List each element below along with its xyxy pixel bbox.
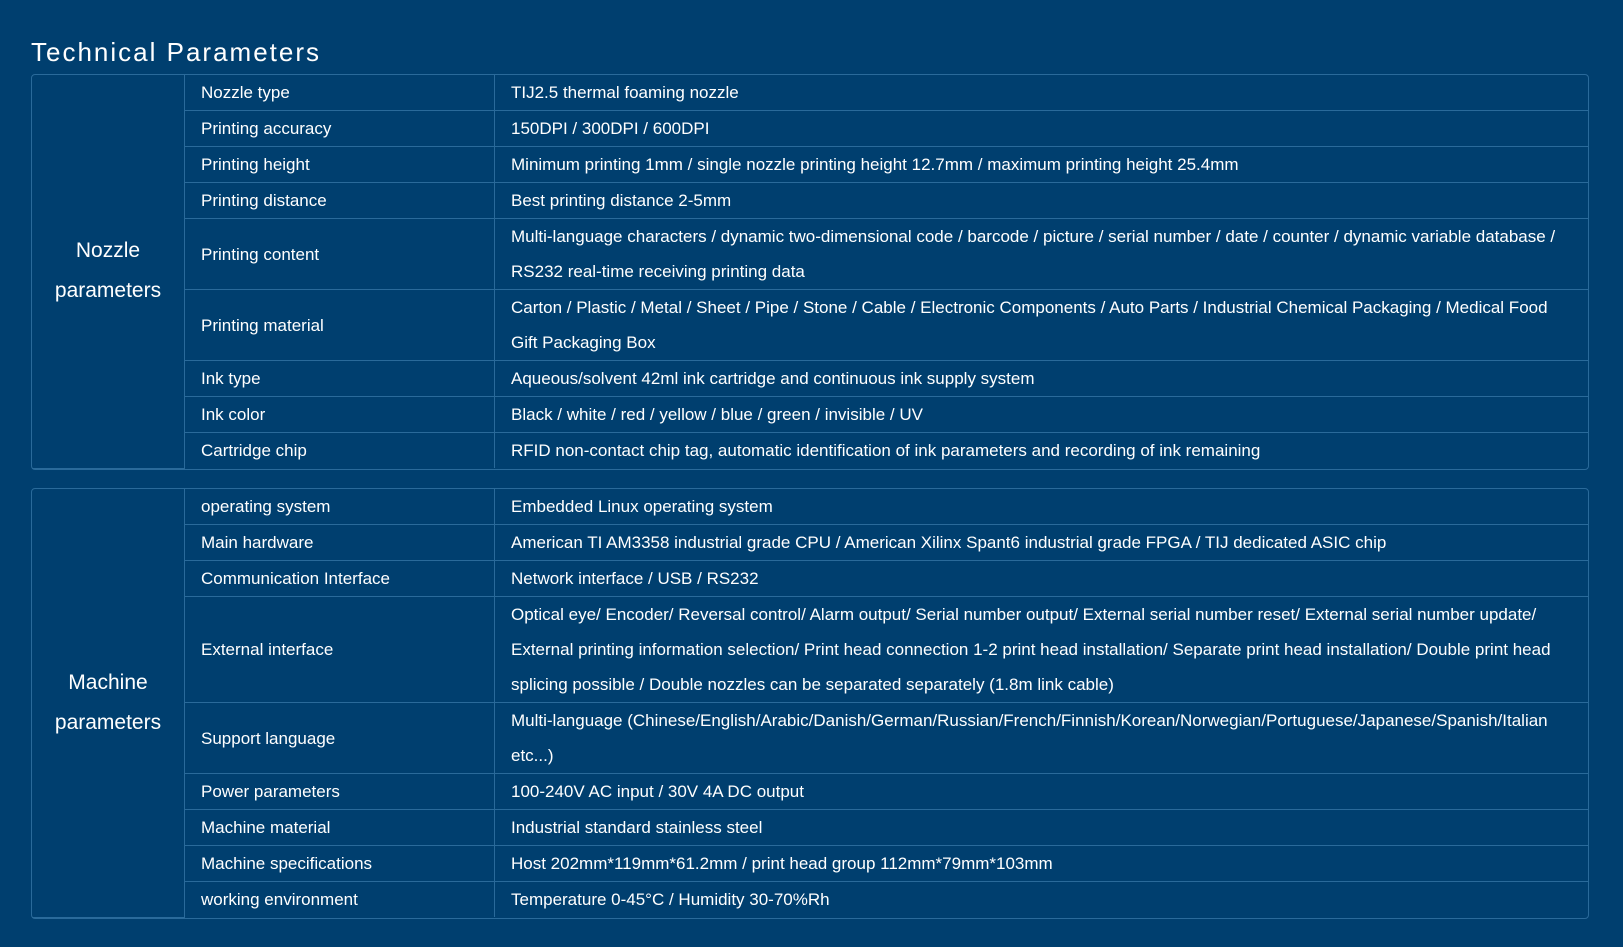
parameter-value: Minimum printing 1mm / single nozzle printing height 12.7mm / maximum printing height 25.4mm	[495, 147, 1589, 183]
parameter-value: Industrial standard stainless steel	[495, 810, 1589, 846]
table-row	[32, 489, 1588, 525]
parameter-label: Printing material	[185, 290, 495, 361]
parameter-value: Network interface / USB / RS232	[495, 561, 1589, 597]
table-row	[32, 561, 1588, 597]
table-row	[32, 75, 1588, 111]
parameter-value: Aqueous/solvent 42ml ink cartridge and continuous ink supply system	[495, 361, 1589, 397]
table-row	[32, 183, 1588, 219]
table-row	[32, 703, 1588, 774]
parameter-label: External interface	[185, 597, 495, 703]
table-body	[32, 75, 1588, 468]
parameter-label: Communication Interface	[185, 561, 495, 597]
parameter-value: 100-240V AC input / 30V 4A DC output	[495, 774, 1589, 810]
table-row	[32, 147, 1588, 183]
group-label-line1: Nozzle	[75, 239, 141, 263]
parameter-label: operating system	[185, 489, 495, 525]
group-label	[32, 489, 185, 917]
parameter-value: Carton / Plastic / Metal / Sheet / Pipe / Stone / Cable / Electronic Components / Auto Parts / Industrial Chemical Packaging / Medical Food Gift Packaging Box	[495, 290, 1589, 361]
parameter-value: 150DPI / 300DPI / 600DPI	[495, 111, 1589, 147]
table-row	[32, 525, 1588, 561]
machine-parameters-table	[31, 488, 1589, 919]
table-row	[32, 219, 1588, 290]
parameter-label: Power parameters	[185, 774, 495, 810]
table-row	[32, 810, 1588, 846]
parameter-value: TIJ2.5 thermal foaming nozzle	[495, 75, 1589, 111]
table-row	[32, 433, 1588, 469]
parameter-value: Host 202mm*119mm*61.2mm / print head group 112mm*79mm*103mm	[495, 846, 1589, 882]
parameter-value: Temperature 0-45°C / Humidity 30-70%Rh	[495, 882, 1589, 918]
group-label-line2: parameters	[54, 279, 162, 303]
parameter-value: Best printing distance 2-5mm	[495, 183, 1589, 219]
parameter-label: Printing accuracy	[185, 111, 495, 147]
parameter-label: Ink type	[185, 361, 495, 397]
table-row	[32, 774, 1588, 810]
parameter-label: Cartridge chip	[185, 433, 495, 469]
parameter-label: Nozzle type	[185, 75, 495, 111]
parameter-value: RFID non-contact chip tag, automatic identification of ink parameters and recording of ink remaining	[495, 433, 1589, 469]
group-label	[32, 75, 185, 468]
parameter-label: Printing distance	[185, 183, 495, 219]
parameter-value: Black / white / red / yellow / blue / green / invisible / UV	[495, 397, 1589, 433]
parameter-value: American TI AM3358 industrial grade CPU / American Xilinx Spant6 industrial grade FPGA / TIJ dedicated ASIC chip	[495, 525, 1589, 561]
parameter-value: Multi-language (Chinese/English/Arabic/Danish/German/Russian/French/Finnish/Korean/Norwegian/Portuguese/Japanese/Spanish/Italian etc...)	[495, 703, 1589, 774]
table-row	[32, 361, 1588, 397]
table-body	[32, 489, 1588, 917]
parameter-value: Embedded Linux operating system	[495, 489, 1589, 525]
parameter-value: Optical eye/ Encoder/ Reversal control/ Alarm output/ Serial number output/ External serial number reset/ External serial number update/ External printing information selection/ Print head connection 1-2 print head installation/ Separate print head installation/ Double print head splicing possible / Double nozzles can be separated separately (1.8m link cable)	[495, 597, 1589, 703]
parameter-label: Support language	[185, 703, 495, 774]
table-row	[32, 397, 1588, 433]
parameter-label: Machine specifications	[185, 846, 495, 882]
group-label-line1: Machine	[68, 670, 148, 694]
parameter-label: Machine material	[185, 810, 495, 846]
parameter-label: Main hardware	[185, 525, 495, 561]
page-title: Technical Parameters	[31, 37, 321, 67]
parameter-value: Multi-language characters / dynamic two-dimensional code / barcode / picture / serial number / date / counter / dynamic variable database / RS232 real-time receiving printing data	[495, 219, 1589, 290]
parameter-label: Ink color	[185, 397, 495, 433]
table-row	[32, 846, 1588, 882]
table-row	[32, 882, 1588, 918]
table-row	[32, 597, 1588, 703]
group-label-line2: parameters	[54, 710, 162, 734]
parameter-label: working environment	[185, 882, 495, 918]
nozzle-parameters-table	[31, 74, 1589, 470]
parameter-label: Printing height	[185, 147, 495, 183]
parameter-label: Printing content	[185, 219, 495, 290]
table-row	[32, 290, 1588, 361]
table-row	[32, 111, 1588, 147]
